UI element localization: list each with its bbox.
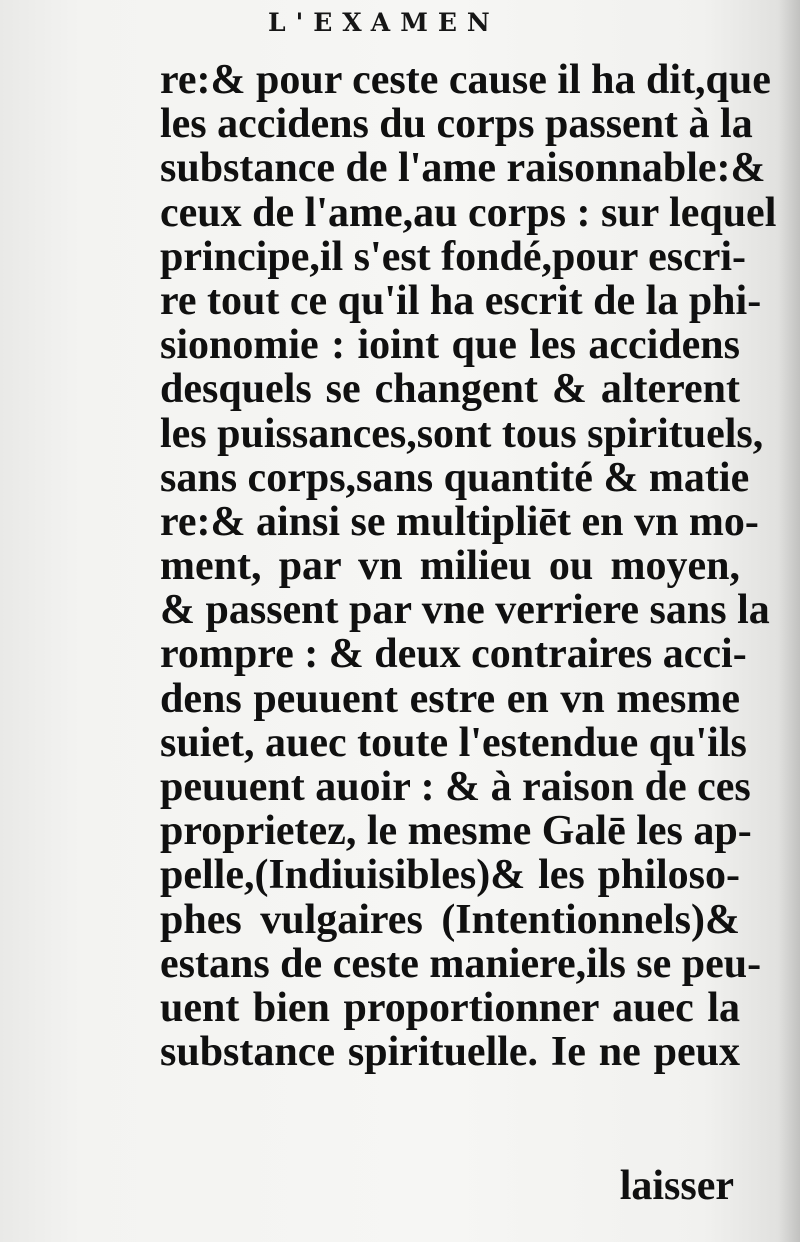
text-line: dens peuuent estre en vn mesme	[160, 675, 740, 722]
text-line: estans de ceste maniere,ils se peu-	[160, 940, 762, 987]
text-line: rompre : & deux contraires acci-	[160, 631, 747, 678]
text-line: peuuent auoir : & à raison de ces	[160, 764, 751, 810]
body-text	[160, 57, 777, 1076]
text-line: substance de l'ame raisonnable:&	[160, 145, 766, 192]
catchword: laisser	[619, 1163, 734, 1209]
text-line: re tout ce qu'il ha escrit de la phi-	[160, 277, 762, 324]
text-line: ceux de l'ame,au corps : sur lequel	[160, 189, 777, 236]
text-line: sans corps,sans quantité & matie	[160, 454, 750, 501]
text-line: substance spirituelle. Ie ne peux	[160, 1029, 740, 1076]
text-line: pelle,(Indiuisibles)& les philoso-	[160, 852, 740, 899]
text-line: ment, par vn milieu ou moyen,	[160, 543, 740, 590]
text-line: sionomie : ioint que les accidens	[160, 322, 740, 369]
text-line: phes vulgaires (Intentionnels)&	[160, 896, 740, 943]
text-line: uent bien proportionner auec la	[160, 984, 740, 1031]
running-title: L'EXAMEN	[268, 8, 500, 37]
text-line: suiet, auec toute l'estendue qu'ils	[160, 719, 747, 766]
text-line: les accidens du corps passent à la	[160, 101, 753, 148]
page-fold-shadow	[778, 0, 800, 1242]
text-line: proprietez, le mesme Galē les ap-	[160, 808, 752, 855]
text-line: re:& pour ceste cause il ha dit,que	[160, 57, 771, 103]
text-line: les puissances,sont tous spirituels,	[160, 410, 764, 457]
text-line: desquels se changent & alterent	[160, 366, 740, 413]
text-line: principe,il s'est fondé,pour escri-	[160, 233, 747, 280]
text-line: re:& ainsi se multipliēt en vn mo-	[160, 498, 759, 545]
text-line: & passent par vne verriere sans la	[160, 587, 770, 634]
